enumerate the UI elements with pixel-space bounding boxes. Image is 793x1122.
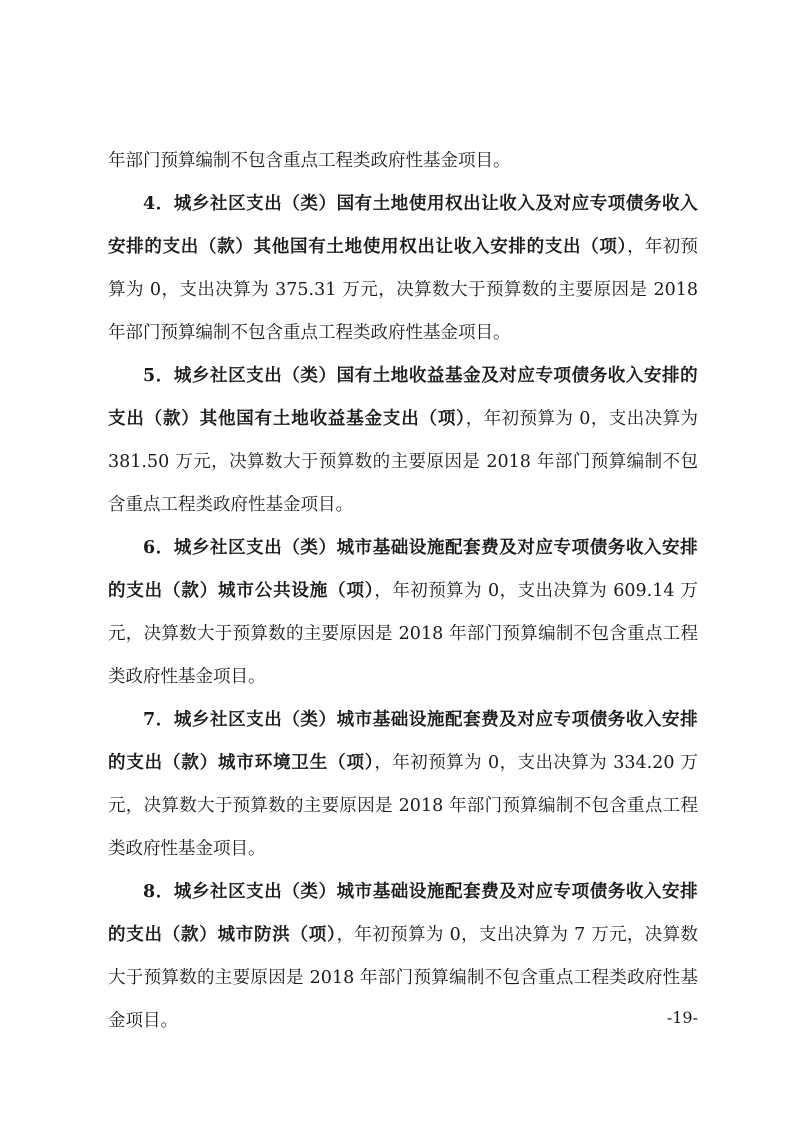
page-number: -19- — [666, 1008, 698, 1027]
paragraph-heading-run: 5．城乡社区支出（类）国有土地收益基金及对应专项债务收入安排的支出（款）其他国有土地收益基金支出（项） — [108, 366, 698, 429]
paragraph — [108, 699, 698, 871]
paragraph — [108, 183, 698, 355]
paragraph-text-run: 年部门预算编制不包含重点工程类政府性基金项目。 — [108, 151, 511, 171]
paragraph-text-run: ，年初预算为 0，支出决算为 7 万元，决算数大于预算数的主要原因是 2018 年部门预算编制不包含重点工程类政府性基金项目。 — [108, 925, 698, 1031]
paragraph-text-run: ，年初预算为 0，支出决算为 375.31 万元，决算数大于预算数的主要原因是 2018 年部门预算编制不包含重点工程类政府性基金项目。 — [108, 237, 698, 343]
paragraph — [108, 355, 698, 527]
document-body — [108, 140, 698, 1043]
paragraph-heading-run: 4．城乡社区支出（类）国有土地使用权出让收入及对应专项债务收入安排的支出（款）其他国有土地使用权出让收入安排的支出（项） — [108, 194, 698, 257]
paragraph-text-run: ，年初预算为 0，支出决算为 334.20 万元，决算数大于预算数的主要原因是 2018 年部门预算编制不包含重点工程类政府性基金项目。 — [108, 753, 698, 859]
paragraph-text-run: ，年初预算为 0，支出决算为 609.14 万元，决算数大于预算数的主要原因是 2018 年部门预算编制不包含重点工程类政府性基金项目。 — [108, 581, 698, 687]
paragraph — [108, 527, 698, 699]
paragraph — [108, 140, 698, 183]
paragraph-heading-run: 7．城乡社区支出（类）城市基础设施配套费及对应专项债务收入安排的支出（款）城市环境卫生（项） — [108, 710, 698, 773]
paragraph-heading-run: 8．城乡社区支出（类）城市基础设施配套费及对应专项债务收入安排的支出（款）城市防洪（项） — [108, 882, 698, 945]
paragraph-text-run: ，年初预算为 0，支出决算为 381.50 万元，决算数大于预算数的主要原因是 2018 年部门预算编制不包含重点工程类政府性基金项目。 — [108, 409, 698, 515]
paragraph-heading-run: 6．城乡社区支出（类）城市基础设施配套费及对应专项债务收入安排的支出（款）城市公共设施（项） — [108, 538, 698, 601]
